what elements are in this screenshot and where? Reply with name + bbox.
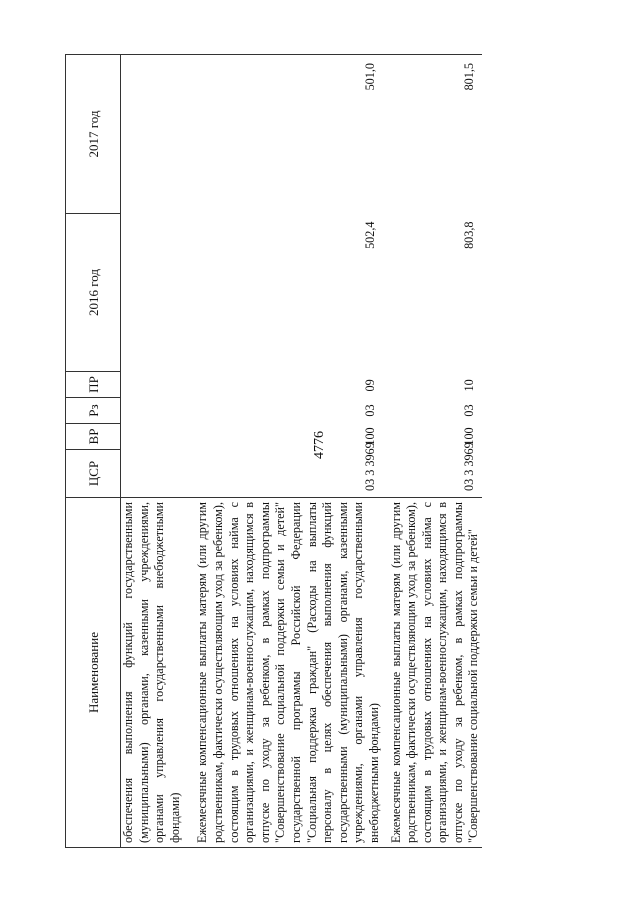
budget-table [65,54,482,848]
row-name: Ежемесячные компенсационные выплаты матерям (или другим родственникам, фактически осуществляющим уход за ребенком), состоящим в трудовых отношениях на условиях найма с организациями, и женщинам-военнослужащим, находящимся в отпуске по уходу за ребенком, в рамках подпрограммы "Совершенствование социальной поддержки семьи и детей" [383,498,483,848]
header-2016: 2016 год [66,214,121,372]
row-vr: 100 [362,427,377,446]
table-row [121,55,190,848]
row-csr: 03 3 3969 [462,442,477,491]
header-vr: ВР [66,424,121,450]
row-rz [121,398,190,424]
row-csr [121,450,190,498]
table-row [189,55,382,848]
row-2017 [121,55,190,214]
row-pr: 10 [462,379,477,392]
row-name: обеспечения выполнения функций государственными (муниципальными) органами, казенными учреждениями, органами управления государственными внебюджетными фондами) [121,498,190,848]
row-2016 [121,214,190,372]
header-row [66,55,121,848]
row-vr [121,424,190,450]
row-pr: 09 [362,379,377,392]
row-vr: 100 [462,427,477,446]
row-pr [121,372,190,398]
row-rz: 03 [362,404,377,417]
row-2017: 801,5 [383,55,483,214]
row-2016: 803,8 [462,221,477,249]
header-csr: ЦСР [66,450,121,498]
page-number: 4776 [312,431,327,459]
row-2017: 501,0 [189,55,382,214]
row-rz: 03 [462,404,477,417]
row-name: Ежемесячные компенсационные выплаты матерям (или другим родственникам, фактически осуществляющим уход за ребенком), состоящим в трудовых отношениях на условиях найма с организациями, и женщинам-военнослужащим, находящимся в отпуске по уходу за ребенком, в рамках подпрограммы "Совершенствование социальной поддержки семьи и детей" государственной программы Российской Федерации "Социальная поддержка граждан" (Расходы на выплаты персоналу в целях обеспечения выполнения функций государственными (муниципальными) органами, казенными учреждениями, органами управления государственными внебюджетными фондами) [189,498,382,848]
table-row [383,55,483,848]
row-csr: 03 3 3969 [362,442,377,491]
header-2017: 2017 год [66,55,121,214]
header-pr: ПР [66,372,121,398]
row-2016: 502,4 [362,221,377,249]
header-rz: Рз [66,398,121,424]
budget-table-rotated [65,55,613,848]
header-name: Наименование [66,498,121,848]
